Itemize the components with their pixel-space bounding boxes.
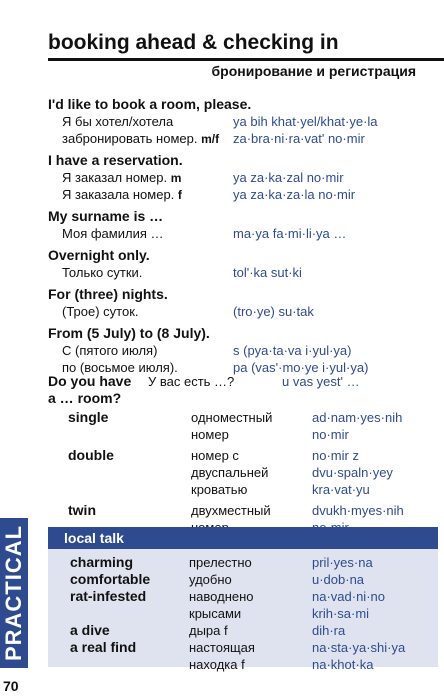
phrase-item — [48, 247, 438, 281]
phrase-transliteration: pa (vas'·mo·ye i·yul·ya) — [233, 360, 369, 375]
phrase-transliteration: tol'·ka sut·ki — [233, 265, 302, 280]
phrase-line — [48, 169, 438, 186]
phrase-item — [48, 325, 438, 376]
section-tab-label: PRACTICAL — [1, 524, 26, 662]
phrase-english: I'd like to book a room, please. — [48, 96, 252, 112]
phrase-english: From (5 July) to (8 July). — [48, 325, 210, 341]
gender-marker: m/f — [201, 132, 220, 146]
table-row: single одноместный ad·nam·yes·nih — [68, 409, 403, 425]
phrase-item — [48, 96, 438, 147]
phrase-line — [48, 225, 438, 242]
room-question-transliteration: u vas yest' … — [282, 374, 360, 389]
phrase-line — [48, 130, 438, 147]
page-subtitle: бронирование и регистрация — [211, 63, 416, 79]
phrase-item — [48, 208, 438, 242]
title-rule — [48, 58, 444, 61]
gender-marker: m — [170, 171, 182, 185]
phrase-line — [48, 113, 438, 130]
gender-marker: f — [177, 188, 182, 202]
phrase-transliteration: ya za·ka·zal no·mir — [233, 170, 344, 185]
phrase-transliteration: s (pya·ta·va i·yul·ya) — [233, 343, 352, 358]
phrase-russian: Я бы хотел/хотела — [62, 114, 174, 129]
phrase-english: Overnight only. — [48, 247, 150, 263]
room-question-english: Do you have a … room? — [48, 373, 132, 406]
table-row: двуспальней dvu·spaln·yey — [191, 465, 393, 480]
phrase-line — [48, 342, 438, 359]
room-question — [48, 373, 438, 409]
local-talk-list — [48, 549, 438, 673]
table-row: кроватью kra·vat·yu — [191, 482, 370, 497]
phrase-english: My surname is … — [48, 208, 164, 224]
table-row: twin двухместный dvukh·myes·nih — [68, 502, 404, 518]
section-tab — [0, 518, 28, 668]
phrase-russian: Моя фамилия … — [62, 226, 164, 241]
table-row: номер no·mir — [191, 427, 349, 442]
room-question-russian: У вас есть …? — [148, 374, 235, 389]
phrase-english: I have a reservation. — [48, 152, 183, 168]
phrase-transliteration: ya za·ka·za·la no·mir — [233, 187, 356, 202]
local-talk-box — [48, 527, 438, 672]
page-number: 70 — [3, 678, 19, 694]
phrase-item — [48, 152, 438, 203]
phrase-transliteration: ma·ya fa·mi·li·ya … — [233, 226, 347, 241]
phrase-russian: по (восьмое июля). — [62, 360, 178, 375]
phrase-transliteration: za·bra·ni·ra·vat' no·mir — [233, 131, 365, 146]
room-type-table — [48, 373, 438, 536]
table-row: крысами krih·sa·mi — [189, 606, 370, 621]
phrase-line — [48, 186, 438, 203]
phrase-russian: Я заказала номер. f — [62, 187, 182, 202]
phrase-item — [48, 286, 438, 320]
phrase-transliteration: ya bih khat·yel/khat·ye·la — [233, 114, 378, 129]
phrase-line — [48, 264, 438, 281]
phrase-english: For (three) nights. — [48, 286, 168, 302]
table-row: находка f na·khot·ka — [189, 657, 374, 672]
table-row: a real find настоящая na·sta·ya·shi·ya — [70, 639, 406, 655]
phrase-russian: Только сутки. — [62, 265, 143, 280]
phrase-russian: (Трое) суток. — [62, 304, 139, 319]
local-talk-heading: local talk — [48, 527, 438, 549]
table-row: a dive дыра f dih·ra — [70, 622, 346, 638]
phrase-russian: забронировать номер. m/f — [62, 131, 220, 146]
phrase-line — [48, 303, 438, 320]
table-row: double номер с no·mir z — [68, 447, 359, 463]
page-title: booking ahead & checking in — [48, 31, 339, 54]
phrase-list — [48, 96, 438, 381]
phrase-russian: Я заказал номер. m — [62, 170, 182, 185]
phrase-russian: С (пятого июля) — [62, 343, 158, 358]
table-row: rat-infested наводнено na·vad·ni·no — [70, 588, 385, 604]
phrase-transliteration: (tro·ye) su·tak — [233, 304, 314, 319]
table-row: charming прелестно pril·yes·na — [70, 554, 373, 570]
table-row: comfortable удобно u·dob·na — [70, 571, 365, 587]
